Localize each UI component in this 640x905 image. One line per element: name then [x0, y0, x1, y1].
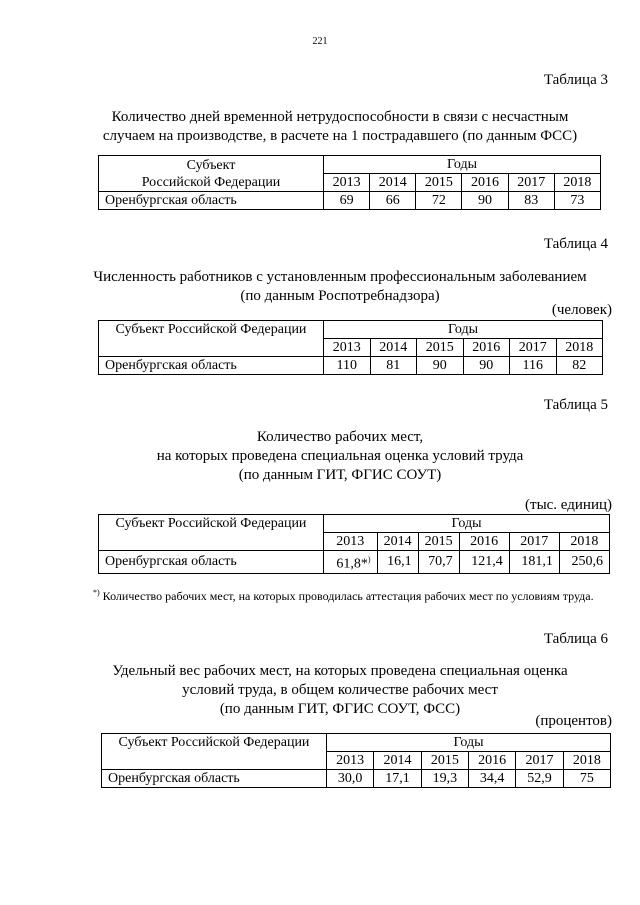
table-3-value: 69	[324, 192, 370, 210]
table-5-value: 70,7	[418, 551, 459, 574]
table-6-title-line-3: (по данным ГИТ, ФГИС СОУТ, ФСС)	[219, 701, 461, 717]
table-6-title-line-2: условий труда, в общем количестве рабочих мест	[182, 682, 498, 698]
table-4-value: 82	[556, 357, 603, 375]
table-3-value: 90	[462, 192, 508, 210]
table-6-year: 2017	[516, 752, 563, 770]
table-4-year: 2013	[324, 339, 371, 357]
table-5-value: 61,8*	[336, 556, 368, 572]
table-5-row-label: Оренбургская область	[99, 551, 324, 574]
table-5-title-line-1: Количество рабочих мест,	[256, 429, 424, 445]
table-4-unit: (человек)	[551, 302, 612, 318]
table-4	[98, 320, 603, 375]
table-4-title-line-2: (по данным Роспотребнадзора)	[240, 288, 440, 304]
table-5-title	[60, 428, 620, 485]
table-3-subject-header-line-1: Субъект	[186, 157, 236, 173]
table-3-row-label: Оренбургская область	[99, 192, 324, 210]
table-4-value: 90	[463, 357, 510, 375]
table-6-title	[60, 662, 620, 719]
table-6-value: 19,3	[421, 770, 468, 788]
table-4-label: Таблица 4	[543, 236, 608, 252]
table-6-year: 2018	[563, 752, 610, 770]
table-6-value: 52,9	[516, 770, 563, 788]
table-row	[99, 192, 601, 210]
table-5	[98, 514, 610, 574]
table-5-value: 181,1	[509, 551, 559, 574]
footnote-marker: )	[367, 555, 371, 564]
table-3-year: 2015	[416, 174, 462, 192]
table-5-year: 2015	[418, 533, 459, 551]
table-6-year: 2013	[327, 752, 374, 770]
table-4-year: 2018	[556, 339, 603, 357]
table-3-year: 2013	[324, 174, 370, 192]
table-4-value: 116	[510, 357, 557, 375]
table-3-value: 66	[370, 192, 416, 210]
table-5-year: 2014	[377, 533, 418, 551]
table-5-year: 2016	[459, 533, 509, 551]
table-3-label: Таблица 3	[543, 72, 608, 88]
table-4-value: 110	[324, 357, 371, 375]
table-3-title-line-1: Количество дней временной нетрудоспособности в связи с несчастным	[111, 109, 569, 125]
table-5-year: 2017	[509, 533, 559, 551]
table-5-year: 2018	[559, 533, 609, 551]
table-3-title	[60, 108, 620, 146]
table-5-title-line-3: (по данным ГИТ, ФГИС СОУТ)	[238, 467, 442, 483]
table-row	[99, 551, 610, 574]
table-5-unit: (тыс. единиц)	[525, 497, 612, 513]
table-3-value: 72	[416, 192, 462, 210]
table-4-year: 2017	[510, 339, 557, 357]
table-6-year: 2016	[468, 752, 515, 770]
table-4-years-header: Годы	[324, 321, 603, 339]
table-5-years-header: Годы	[324, 515, 610, 533]
table-5-value: 16,1	[377, 551, 418, 574]
table-4-value: 90	[417, 357, 464, 375]
table-6-title-line-1: Удельный вес рабочих мест, на которых проведена специальная оценка	[112, 663, 568, 679]
table-4-title	[60, 268, 620, 306]
table-6-value: 34,4	[468, 770, 515, 788]
table-6-value: 30,0	[327, 770, 374, 788]
table-6	[101, 733, 611, 788]
table-row	[102, 770, 611, 788]
table-6-unit: (процентов)	[535, 713, 612, 729]
table-3-value: 73	[554, 192, 600, 210]
table-6-years-header: Годы	[327, 734, 611, 752]
table-3-year: 2017	[508, 174, 554, 192]
table-5-year: 2013	[324, 533, 378, 551]
table-4-year: 2014	[370, 339, 417, 357]
table-3-subject-header	[99, 156, 324, 192]
table-6-year: 2014	[374, 752, 421, 770]
page-number: 221	[312, 36, 328, 47]
table-3-subject-header-line-2: Российской Федерации	[141, 174, 281, 190]
table-6-value: 17,1	[374, 770, 421, 788]
table-5-value: 121,4	[459, 551, 509, 574]
table-4-title-line-1: Численность работников с установленным профессиональным заболеванием	[93, 269, 587, 285]
table-4-row-label: Оренбургская область	[99, 357, 324, 375]
table-4-value: 81	[370, 357, 417, 375]
table-5-label: Таблица 5	[543, 397, 608, 413]
footnote-mark: *)	[93, 588, 100, 597]
table-5-value-footnoted	[324, 551, 378, 574]
table-6-row-label: Оренбургская область	[102, 770, 327, 788]
table-6-year: 2015	[421, 752, 468, 770]
table-3-year: 2014	[370, 174, 416, 192]
table-6-label: Таблица 6	[543, 631, 608, 647]
table-5-footnote	[93, 584, 613, 605]
table-3	[98, 155, 601, 210]
table-6-subject-header: Субъект Российской Федерации	[102, 734, 327, 770]
table-4-subject-header: Субъект Российской Федерации	[99, 321, 324, 357]
table-3-value: 83	[508, 192, 554, 210]
table-5-value: 250,6	[559, 551, 609, 574]
table-3-title-line-2: случаем на производстве, в расчете на 1 пострадавшего (по данным ФСС)	[102, 128, 578, 144]
table-3-years-header: Годы	[324, 156, 601, 174]
table-3-year: 2016	[462, 174, 508, 192]
table-5-subject-header: Субъект Российской Федерации	[99, 515, 324, 551]
table-4-year: 2016	[463, 339, 510, 357]
table-3-year: 2018	[554, 174, 600, 192]
table-5-title-line-2: на которых проведена специальная оценка условий труда	[156, 448, 524, 464]
table-4-year: 2015	[417, 339, 464, 357]
table-6-value: 75	[563, 770, 610, 788]
table-row	[99, 357, 603, 375]
footnote-text: Количество рабочих мест, на которых проводилась аттестация рабочих мест по условиям труда.	[102, 589, 594, 603]
